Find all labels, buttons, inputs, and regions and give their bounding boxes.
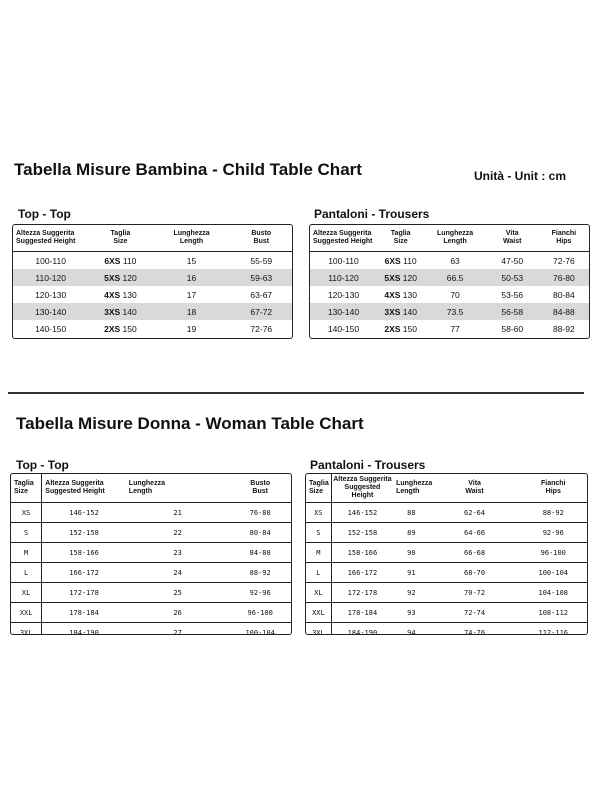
hips-cell: 100-104 [520,563,587,583]
size-cell [377,303,424,320]
hips-cell: 96-100 [520,543,587,563]
height-cell: 140-150 [327,323,360,334]
bust-cell: 84-88 [229,543,291,563]
size-code: 4XS [384,289,401,300]
size-cell: L [306,563,331,583]
table-row [13,269,292,286]
length-cell: 91 [393,563,430,583]
size-number: 140 [400,306,417,317]
length-cell: 25 [126,583,230,603]
hips-cell: 88-92 [553,323,575,334]
hips-cell: 72-76 [553,255,575,266]
height-cell: 146-152 [42,503,126,523]
table-row [13,252,292,270]
height-cell: 152-158 [331,523,393,543]
length-cell: 27 [173,628,182,635]
size-cell: XXL [11,603,42,623]
table-row [310,269,589,286]
height-cell: 120-130 [35,289,67,300]
hips-cell: 84-88 [539,303,589,320]
height-cell: 120-130 [327,289,360,300]
bust-cell: 96-100 [229,603,291,623]
column-header: Lunghezza Length [424,225,485,252]
length-cell: 63 [450,255,460,266]
column-header: Lunghezza Length [126,474,230,503]
length-cell: 89 [393,523,430,543]
table-row [310,252,589,270]
length-cell: 24 [126,563,230,583]
waist-cell: 56-58 [486,303,539,320]
table-row [13,320,292,337]
length-cell: 66.5 [424,269,485,286]
size-number: 140 [120,306,137,317]
table-row [11,523,291,543]
table-row [306,623,587,636]
length-cell: 88 [393,503,430,523]
table-row [306,523,587,543]
size-cell [377,320,424,337]
bust-cell: 72-76 [250,323,273,334]
size-code: 4XS [104,289,121,300]
height-cell: 184-190 [347,628,378,635]
hips-cell: 80-84 [553,289,575,300]
height-cell: 178-184 [331,603,393,623]
column-header: Lunghezza Length [393,474,430,503]
child-trousers-table [309,224,590,339]
woman-trousers-label: Pantaloni - Trousers [310,458,426,472]
column-header: Busto Bust [229,474,291,503]
waist-cell: 66-68 [430,543,520,563]
size-cell [88,286,152,303]
column-header: Lunghezza Length [152,225,230,252]
size-number: 120 [120,272,137,283]
size-cell: S [306,523,331,543]
column-header: Vita Waist [430,474,520,503]
column-header: Taglia Size [88,225,152,252]
waist-cell: 70-72 [430,583,520,603]
length-cell: 15 [186,255,197,266]
height-cell: 100-110 [328,255,359,266]
length-cell: 70 [450,289,460,300]
size-cell [88,269,152,286]
length-cell: 77 [450,323,460,334]
units-label: Unità - Unit : cm [474,169,566,183]
size-number: 110 [400,255,417,266]
waist-cell: 68-70 [430,563,520,583]
height-cell: 158-166 [42,543,126,563]
waist-cell: 72-74 [430,603,520,623]
table-row [306,583,587,603]
length-cell: 17 [186,289,197,300]
woman-trousers-table [305,473,588,635]
size-cell [88,303,152,320]
size-cell: S [11,523,42,543]
height-cell: 110-120 [13,269,88,286]
length-cell: 92 [393,583,430,603]
height-cell: 178-184 [42,603,126,623]
size-code: 2XS [104,323,121,334]
column-header: Taglia Size [306,474,331,503]
length-cell: 18 [152,303,230,320]
size-code: 2XS [384,323,401,334]
waist-cell: 47-50 [501,255,524,266]
size-number: 150 [400,323,417,334]
size-code: 6XS [384,255,401,266]
waist-cell: 58-60 [501,323,524,334]
size-cell: 3XL [11,623,42,636]
table-row [306,603,587,623]
height-cell: 130-140 [13,303,88,320]
table-row [306,503,587,523]
column-header: Vita Waist [486,225,539,252]
size-cell: M [11,543,42,563]
length-cell: 73.5 [424,303,485,320]
column-header: Fianchi Hips [539,225,589,252]
bust-cell: 88-92 [229,563,291,583]
table-row [11,583,291,603]
size-cell: XS [11,503,42,523]
column-header: Fianchi Hips [520,474,587,503]
hips-cell: 108-112 [520,603,587,623]
column-header: Altezza Suggerita Suggested Height [13,225,88,252]
waist-cell: 62-64 [430,503,520,523]
length-cell: 93 [393,603,430,623]
bust-cell: 63-67 [250,289,273,300]
length-cell: 94 [407,628,416,635]
table-row [11,563,291,583]
height-cell: 152-158 [42,523,126,543]
length-cell: 26 [126,603,230,623]
size-cell [377,252,424,270]
height-cell: 158-166 [331,543,393,563]
size-code: 5XS [104,272,121,283]
height-cell: 140-150 [35,323,67,334]
table-row [306,543,587,563]
size-cell: XL [306,583,331,603]
hips-cell: 92-96 [520,523,587,543]
hips-cell: 76-80 [539,269,589,286]
section-divider [8,392,584,394]
length-cell: 21 [126,503,230,523]
table-row [11,603,291,623]
table-row [310,320,589,337]
height-cell: 172-178 [331,583,393,603]
size-cell: XS [306,503,331,523]
column-header: Busto Bust [231,225,292,252]
height-cell: 146-152 [331,503,393,523]
column-header: Altezza Suggerita Suggested Height [310,225,377,252]
table-row [13,303,292,320]
table-row [11,503,291,523]
waist-cell: 74-76 [464,628,486,635]
table-row [11,623,291,636]
bust-cell: 92-96 [229,583,291,603]
size-cell: L [11,563,42,583]
bust-cell: 80-84 [229,523,291,543]
woman-chart-title: Tabella Misure Donna - Woman Table Chart [16,414,364,433]
size-cell [88,252,152,270]
waist-cell: 64-66 [430,523,520,543]
height-cell: 166-172 [331,563,393,583]
column-header: Altezza Suggerita Suggested Height [331,474,393,503]
height-cell: 172-178 [42,583,126,603]
child-top-label: Top - Top [18,207,71,221]
hips-cell: 112-116 [538,628,569,635]
table-row [306,563,587,583]
size-number: 130 [400,289,417,300]
hips-cell: 104-108 [520,583,587,603]
size-cell [377,286,424,303]
height-cell: 130-140 [310,303,377,320]
height-cell: 110-120 [310,269,377,286]
size-cell: XXL [306,603,331,623]
length-cell: 16 [152,269,230,286]
length-cell: 19 [186,323,197,334]
size-number: 110 [120,255,137,266]
table-row [13,286,292,303]
woman-top-label: Top - Top [16,458,69,472]
size-cell [88,320,152,337]
bust-cell: 67-72 [231,303,292,320]
table-row [310,303,589,320]
table-row [11,543,291,563]
size-cell [377,269,424,286]
size-cell: M [306,543,331,563]
size-number: 150 [120,323,137,334]
hips-cell: 88-92 [520,503,587,523]
bust-cell: 76-80 [229,503,291,523]
waist-cell: 50-53 [486,269,539,286]
bust-cell: 59-63 [231,269,292,286]
size-code: 3XS [384,306,401,317]
length-cell: 90 [393,543,430,563]
height-cell: 166-172 [42,563,126,583]
size-cell: XL [11,583,42,603]
height-cell: 184-190 [69,628,99,635]
size-cell: 3XL [306,623,331,636]
size-number: 120 [400,272,417,283]
woman-top-table [10,473,292,635]
child-chart-title: Tabella Misure Bambina - Child Table Chart [14,160,362,179]
column-header: Altezza Suggerita Suggested Height [42,474,126,503]
size-code: 5XS [384,272,401,283]
size-number: 130 [120,289,137,300]
table-row [310,286,589,303]
size-code: 3XS [104,306,121,317]
height-cell: 100-110 [35,255,66,266]
child-top-table [12,224,293,339]
bust-cell: 100-104 [245,628,275,635]
waist-cell: 53-56 [501,289,524,300]
column-header: Taglia Size [377,225,424,252]
length-cell: 23 [126,543,230,563]
length-cell: 22 [126,523,230,543]
size-code: 6XS [104,255,121,266]
bust-cell: 55-59 [250,255,273,266]
column-header: Taglia Size [11,474,42,503]
child-trousers-label: Pantaloni - Trousers [314,207,430,221]
